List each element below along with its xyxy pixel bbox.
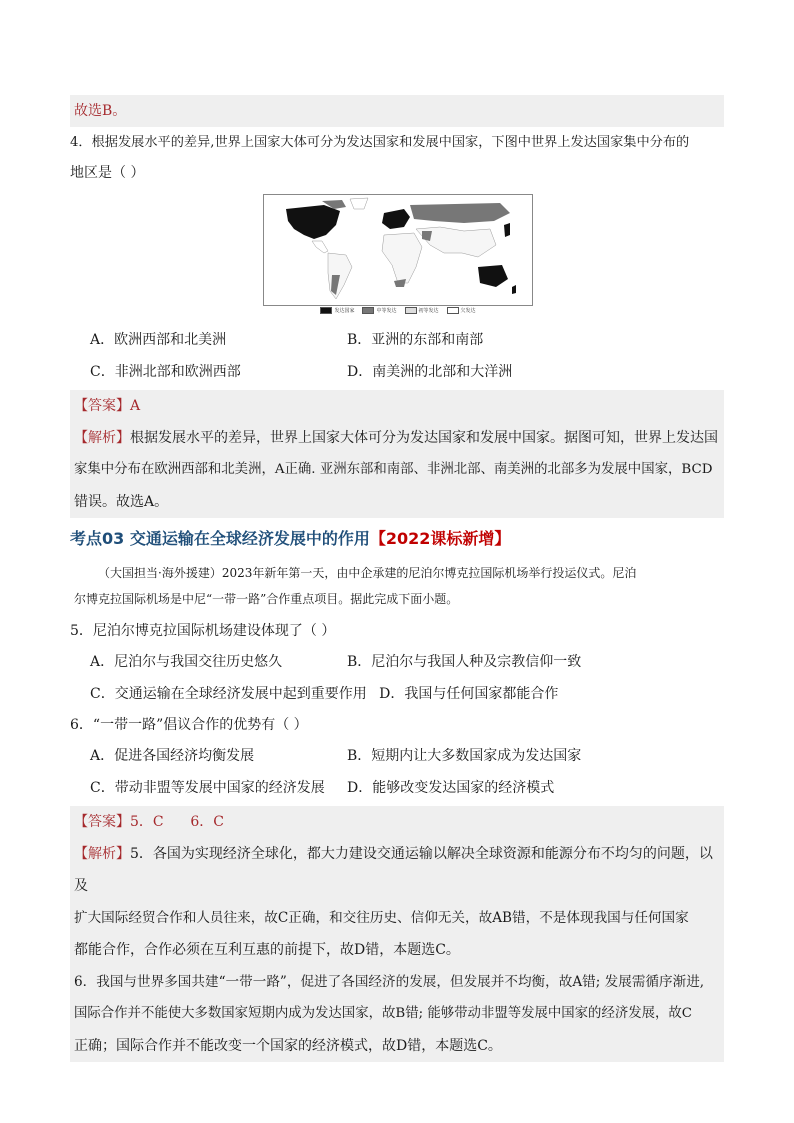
q4-analysis-line1: 【解析】根据发展水平的差异，世界上国家大体可分为发达国家和发展中国家。据图可知，世界上发达国 [74, 430, 718, 446]
q5-analysis-line3: 都能合作，合作必须在互利互惠的前提下，故D错，本题选C。 [74, 942, 460, 958]
q5-analysis-line2: 扩大国际经贸合作和人员往来，故C正确，和交往历史、信仰无关，故AB错，不是体现我国与任何国家 [74, 910, 689, 926]
q5-option-a: A．尼泊尔与我国交往历史悠久 [90, 654, 283, 670]
q56-answer: 【答案】5．C 6．C [74, 814, 224, 830]
q5-option-c: C．交通运输在全球经济发展中起到重要作用 [90, 686, 367, 702]
material-passage [70, 556, 724, 612]
q5-options-row2 [70, 678, 724, 710]
q6-option-c: C．带动非盟等发展中国家的经济发展 [90, 780, 325, 796]
q4-option-d: D．南美洲的北部和大洋洲 [347, 364, 513, 380]
legend-item-developed: 发达国家 [320, 306, 354, 316]
q4-answer-block [70, 390, 724, 518]
legend-item-low: 初等发达 [405, 306, 439, 316]
document-page [70, 95, 724, 1062]
q6-analysis-line3: 正确；国际合作并不能改变一个国家的经济模式，故D错，本题选C。 [74, 1038, 502, 1054]
q5-option-d: D．我国与任何国家都能合作 [379, 686, 559, 702]
map-legend [263, 306, 533, 316]
q6-options [70, 740, 724, 804]
legend-item-least: 欠发达 [447, 306, 476, 316]
world-development-map [263, 194, 533, 306]
q6-option-d: D．能够改变发达国家的经济模式 [347, 780, 555, 796]
q4-analysis-line2: 家集中分布在欧洲西部和北美洲，A正确. 亚洲东部和南部、非洲北部、南美洲的北部多为发展中国家，BCD [74, 462, 713, 477]
section-heading: 考点03 交通运输在全球经济发展中的作用【2022课标新增】 [70, 529, 511, 548]
q5-option-b: B．尼泊尔与我国人种及宗教信仰一致 [347, 654, 582, 670]
q4-answer: 【答案】A [74, 398, 141, 414]
q4-stem-line2: 地区是（ ） [70, 165, 145, 181]
q4-option-c: C．非洲北部和欧洲西部 [90, 364, 241, 380]
q6-option-b: B．短期内让大多数国家成为发达国家 [347, 748, 582, 764]
q5-stem: 5．尼泊尔博克拉国际机场建设体现了（ ） [70, 623, 336, 639]
q6-analysis-line1: 6．我国与世界多国共建“一带一路”，促进了各国经济的发展，但发展并不均衡，故A错; 发展需循序渐进, [74, 974, 705, 990]
q5-analysis-line1: 【解析】5．各国为实现经济全球化，都大力建设交通运输以解决全球资源和能源分布不均匀的问题，以及 [74, 846, 713, 894]
world-map-figure [263, 194, 533, 320]
material-line2: 尔博克拉国际机场是中尼“一带一路”合作重点项目。据此完成下面小题。 [74, 592, 459, 606]
q4-options [70, 324, 724, 388]
legend-item-mid: 中等发达 [362, 306, 396, 316]
q4-option-a: A．欧洲西部和北美洲 [90, 332, 227, 348]
material-line1: （大国担当·海外援建）2023年新年第一天，由中企承建的尼泊尔博克拉国际机场举行投运仪式。尼泊 [98, 566, 637, 580]
q4-analysis-line3: 错误。故选A。 [74, 494, 169, 510]
previous-answer-line: 故选B。 [70, 95, 724, 127]
q6-option-a: A．促进各国经济均衡发展 [90, 748, 255, 764]
q56-answer-block [70, 806, 724, 1062]
q6-analysis-line2: 国际合作并不能使大多数国家短期内成为发达国家，故B错; 能够带动非盟等发展中国家的经济发展，故C [74, 1006, 693, 1021]
q6-stem: 6．“一带一路”倡议合作的优势有（ ） [70, 717, 308, 733]
q5-options [70, 646, 724, 678]
q4-stem-line1: 4．根据发展水平的差异,世界上国家大体可分为发达国家和发展中国家，下图中世界上发达国家集中分布的 [70, 135, 690, 150]
q4-option-b: B．亚洲的东部和南部 [347, 332, 484, 348]
